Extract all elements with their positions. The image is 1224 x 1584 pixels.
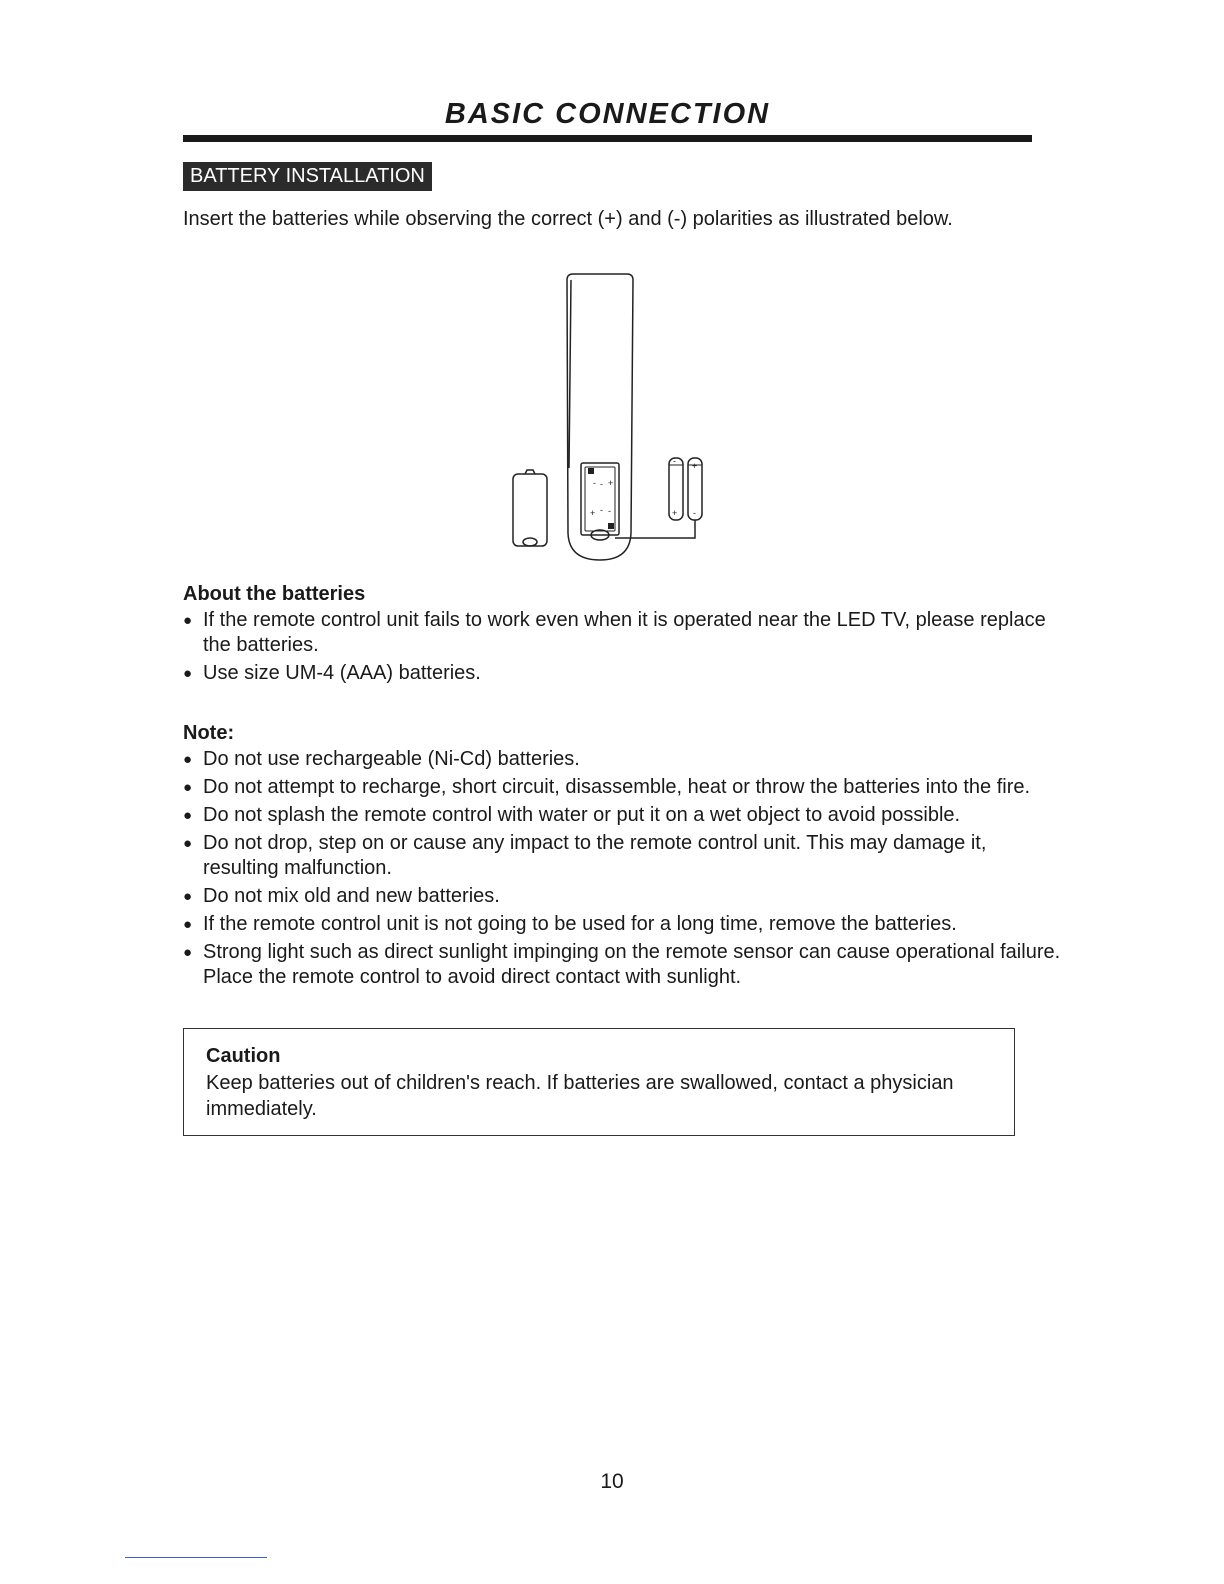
battery-polarity-marks [672,456,697,518]
about-batteries-heading: About the batteries [183,583,366,605]
list-item: ● Strong light such as direct sunlight impinging on the remote sensor can cause operational failure. Place the remote control to avoid direct contact with sunlight. [183,940,1063,990]
title-rule [183,135,1032,142]
page-number: 10 [600,1470,624,1493]
note-heading: Note: [183,722,235,744]
list-item: ● Use size UM-4 (AAA) batteries. [183,661,1063,686]
caution-text: Keep batteries out of children's reach. If batteries are swallowed, contact a physician immediately. [206,1072,954,1120]
list-item: ● Do not attempt to recharge, short circuit, disassemble, heat or throw the batteries into the fire. [183,775,1063,800]
compartment-plus-top: + [608,478,614,488]
compartment-plus-bottom: + [590,508,596,518]
compartment-polarity-marks [588,468,614,529]
compartment-minus-bottom: - [600,505,603,515]
list-item: ● If the remote control unit fails to work even when it is operated near the LED TV, please replace the batteries. [183,608,1063,658]
footer-link-underline [125,1557,267,1558]
leader-line [615,520,695,538]
battery-left-plus: + [672,508,678,518]
battery-left-minus: - [673,456,676,466]
section-badge: BATTERY INSTALLATION [183,162,432,191]
intro-text: Insert the batteries while observing the correct (+) and (-) polarities as illustrated below. [183,208,953,230]
compartment-minus-bottom-2: - [608,506,611,516]
compartment-minus-top-2: - [600,479,603,489]
battery-cover [513,470,547,546]
caution-box [183,1028,1015,1136]
list-item: ● Do not use rechargeable (Ni-Cd) batteries. [183,747,1063,772]
list-item: ● If the remote control unit is not going to be used for a long time, remove the batteries. [183,912,1063,937]
about-batteries-list [183,608,1063,689]
remote-control [567,274,633,560]
list-item: ● Do not drop, step on or cause any impact to the remote control unit. This may damage it, resulting malfunction. [183,831,1063,881]
compartment-minus-top: - [593,478,596,488]
list-item: ● Do not splash the remote control with water or put it on a wet object to avoid possible. [183,803,1063,828]
battery-right-minus: - [693,508,696,518]
note-list [183,747,1063,993]
battery-right-plus: + [692,461,698,471]
page-title: BASIC CONNECTION [444,98,771,130]
list-item: ● Do not mix old and new batteries. [183,884,1063,909]
caution-heading: Caution [206,1045,281,1067]
battery-diagram [505,268,720,568]
